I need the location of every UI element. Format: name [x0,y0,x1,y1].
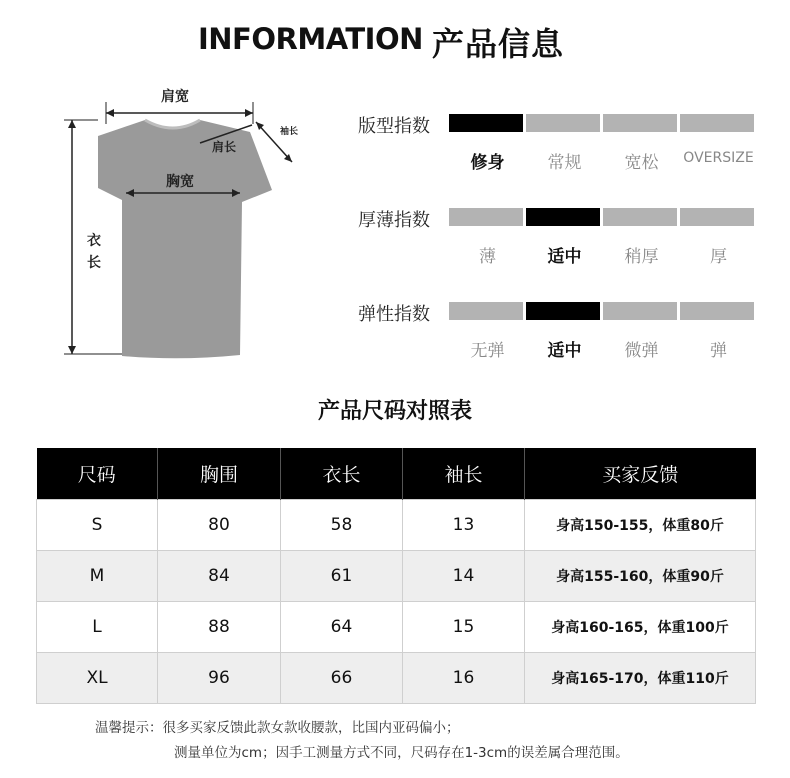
fit-segment [680,114,754,132]
cell-size: M [37,551,158,602]
elasticity-index-label: 弹性指数 [358,304,430,325]
thickness-index-label: 厚薄指数 [358,210,430,231]
cell-chest: 84 [158,551,281,602]
size-table-title: 产品尺码对照表 [317,399,472,424]
cell-sleeve: 13 [403,500,525,551]
size-table-header [37,448,756,500]
cell-feedback: 身高155-160，体重90斤 [525,551,756,602]
fit-index-bar [449,114,754,132]
thickness-index-options [449,242,757,267]
thickness-option-thick: 厚 [710,247,727,267]
fit-option-oversize: OVERSIZE [683,150,754,166]
cell-sleeve: 14 [403,551,525,602]
shoulder-width-label: 肩宽 [161,89,189,105]
table-row [37,500,756,551]
header-chest: 胸围 [158,448,281,500]
table-row [37,602,756,653]
cell-feedback: 身高165-170，体重110斤 [525,653,756,704]
size-table [36,448,756,704]
cell-length: 64 [281,602,403,653]
elasticity-option-medium: 适中 [547,341,582,361]
thickness-option-medium: 适中 [547,247,582,267]
thickness-segment [680,208,754,226]
header-length: 衣长 [281,448,403,500]
cell-length: 66 [281,653,403,704]
fit-segment [526,114,600,132]
header-feedback: 买家反馈 [525,448,756,500]
fit-option-slim: 修身 [470,153,505,173]
elasticity-option-stretch: 弹 [710,341,727,361]
cell-chest: 88 [158,602,281,653]
thickness-segment [526,208,600,226]
cell-chest: 80 [158,500,281,551]
shoulder-length-label: 肩长 [212,140,237,154]
cell-feedback: 身高160-165，体重100斤 [525,602,756,653]
note-measurement: 测量单位为cm；因手工测量方式不同，尺码存在1-3cm的误差属合理范围。 [174,745,629,761]
thickness-segment [449,208,523,226]
body-length-label: 衣 长 [87,233,101,271]
fit-option-regular: 常规 [547,153,582,173]
cell-sleeve: 15 [403,602,525,653]
elasticity-index-bar [449,302,754,320]
cell-size: L [37,602,158,653]
cell-chest: 96 [158,653,281,704]
title-chinese: 产品信息 [432,25,565,63]
measurement-diagram [40,80,340,370]
fit-index-options [449,148,757,173]
sleeve-length-label: 袖长 [280,127,299,137]
elasticity-index-options [449,336,757,361]
elasticity-option-slight: 微弹 [624,341,659,361]
chest-width-label: 胸宽 [166,174,194,190]
cell-size: XL [37,653,158,704]
thickness-option-slightly-thick: 稍厚 [624,247,659,267]
fit-index-label: 版型指数 [358,116,430,137]
header-sleeve: 袖长 [403,448,525,500]
tshirt-shape [98,120,272,358]
cell-length: 61 [281,551,403,602]
cell-size: S [37,500,158,551]
table-row [37,551,756,602]
table-row [37,653,756,704]
header-size: 尺码 [37,448,158,500]
cell-feedback: 身高150-155，体重80斤 [525,500,756,551]
elasticity-segment [526,302,600,320]
cell-sleeve: 16 [403,653,525,704]
cell-length: 58 [281,500,403,551]
thickness-option-thin: 薄 [479,247,496,267]
fit-option-loose: 宽松 [624,153,659,173]
thickness-index-bar [449,208,754,226]
fit-segment [449,114,523,132]
elasticity-segment [680,302,754,320]
elasticity-option-none: 无弹 [470,341,505,361]
title-english: INFORMATION [198,22,423,56]
fit-segment [603,114,677,132]
elasticity-segment [603,302,677,320]
note-warm-tip: 温馨提示：很多买家反馈此款女款收腰款，比国内亚码偏小； [95,720,460,736]
elasticity-segment [449,302,523,320]
thickness-segment [603,208,677,226]
